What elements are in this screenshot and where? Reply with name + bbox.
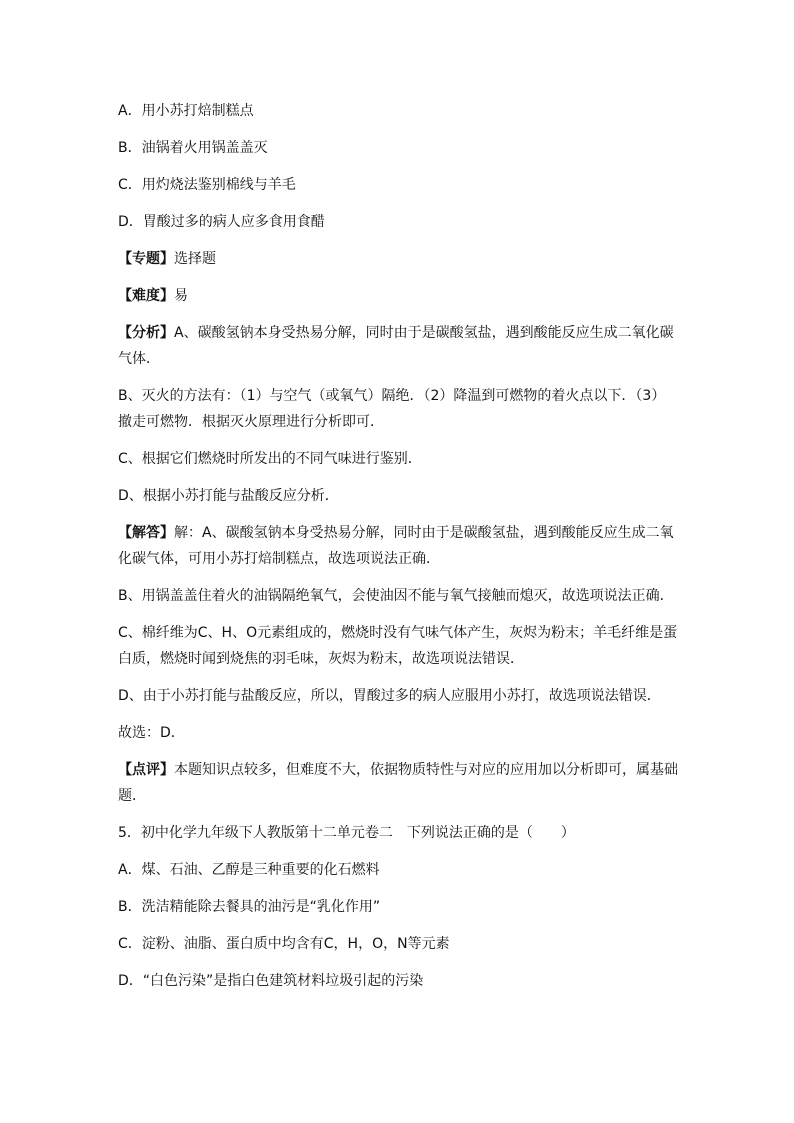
q4-option-c: C．用灼烧法鉴别棉线与羊毛 (118, 177, 296, 193)
document-content (118, 98, 678, 1005)
q4-answer-c: C、棉纤维为C、H、O元素组成的，燃烧时没有气味气体产生，灰烬为粉末；羊毛纤维是蛋白质，燃烧时闻到烧焦的羽毛味，灰烬为粉末，故选项说法错误． (118, 625, 678, 667)
q4-topic (118, 246, 678, 272)
q4-analysis-d: D、根据小苏打能与盐酸反应分析． (118, 488, 339, 504)
answer-text: 解：A、碳酸氢钠本身受热易分解，同时由于是碳酸氢盐，遇到酸能反应生成二氧化碳气体，可用小苏打焙制糕点，故选项说法正确． (118, 525, 674, 567)
q4-analysis-a (118, 320, 678, 372)
q4-answer-a (118, 520, 678, 572)
q4-conclusion: 故选：D． (118, 725, 185, 741)
q4-option-b: B．油锅着火用锅盖盖灭 (118, 140, 268, 156)
q4-difficulty (118, 283, 678, 309)
comment-text: 本题知识点较多，但难度不大，依据物质特性与对应的应用加以分析即可，属基础题． (118, 762, 678, 804)
comment-tag: 【点评】 (118, 762, 174, 778)
q4-analysis-c: C、根据它们燃烧时所发出的不同气味进行鉴别． (118, 451, 422, 467)
difficulty-text: 易 (174, 288, 188, 304)
topic-tag: 【专题】 (118, 251, 174, 267)
q4-comment (118, 757, 678, 809)
analysis-text: A、碳酸氢钠本身受热易分解，同时由于是碳酸氢盐，遇到酸能反应生成二氧化碳气体． (118, 325, 674, 367)
q4-option-a: A．用小苏打焙制糕点 (118, 103, 254, 119)
difficulty-tag: 【难度】 (118, 288, 174, 304)
answer-tag: 【解答】 (118, 525, 174, 541)
q4-option-d: D．胃酸过多的病人应多食用食醋 (118, 214, 325, 230)
q5-option-c: C．淀粉、油脂、蛋白质中均含有C，H，O，N等元素 (118, 936, 450, 952)
q5-option-d: D．“白色污染”是指白色建筑材料垃圾引起的污染 (118, 973, 424, 989)
analysis-tag: 【分析】 (118, 325, 174, 341)
q4-answer-d: D、由于小苏打能与盐酸反应，所以，胃酸过多的病人应服用小苏打，故选项说法错误． (118, 688, 661, 704)
q5-option-b: B．洗洁精能除去餐具的油污是“乳化作用” (118, 899, 381, 915)
q4-answer-b: B、用锅盖盖住着火的油锅隔绝氧气，会使油因不能与氧气接触而熄灭，故选项说法正确． (118, 588, 674, 604)
q4-analysis-b: B、灭火的方法有：（1）与空气（或氧气）隔绝．（2）降温到可燃物的着火点以下．（3）撤走可燃物．根据灭火原理进行分析即可． (118, 388, 666, 430)
q5-stem: 5．初中化学九年级下人教版第十二单元卷二 下列说法正确的是（ ） (118, 825, 575, 841)
q5-option-a: A．煤、石油、乙醇是三种重要的化石燃料 (118, 862, 380, 878)
topic-text: 选择题 (174, 251, 216, 267)
